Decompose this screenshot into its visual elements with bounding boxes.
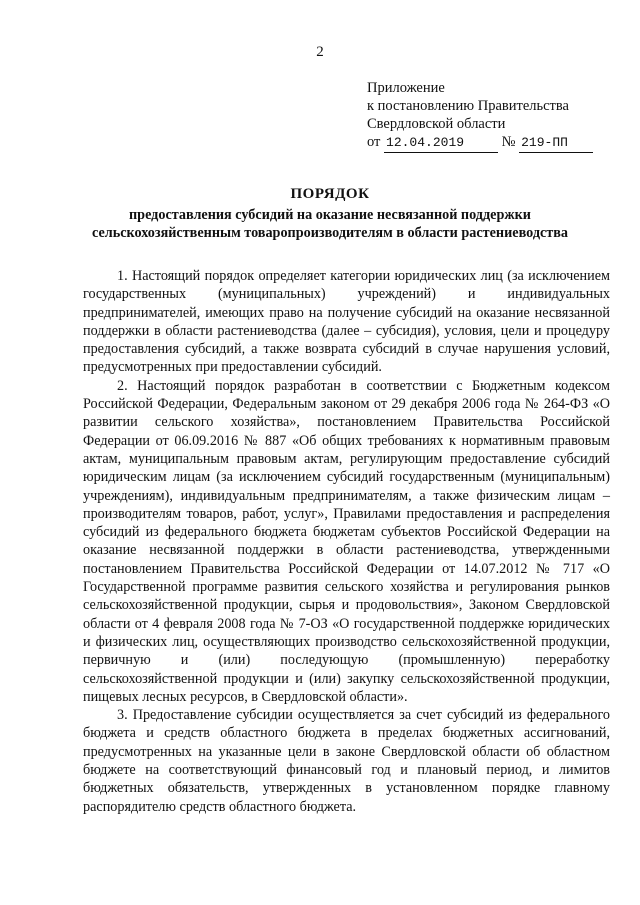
date-label: от <box>367 134 381 150</box>
document-title: ПОРЯДОК <box>290 186 370 202</box>
document-subtitle: предоставления субсидий на оказание несвязанной поддержки сельскохозяйственным товаропроизводителям в области растениеводства <box>91 207 569 241</box>
paragraph-2: 2. Настоящий порядок разработан в соответствии с Бюджетным кодексом Российской Федерации, Федеральным законом от 29 декабря 2006 года № 264-ФЗ «О развитии сельского хозяйства», постановлением Правительства Российской Федерации от 06.09.2016 № 887 «Об общих требованиях к нормативным правовым актам, муниципальным правовым актам, регулирующим предоставление субсидий юридическим лицам (за исключением субсидий государственным (муниципальным) учреждениям), индивидуальным предпринимателям, а также физическим лицам – производителям товаров, работ, услуг», Правилами предоставления и распределения субсидий из федерального бюджета бюджетам субъектов Российской Федерации на оказание несвязанной поддержки в области растениеводства, утвержденными постановлением Правительства Российской Федерации от 14.07.2012 № 717 «О Государственной программе развития сельского хозяйства и регулирования рынков сельскохозяйственной продукции, сырья и продовольствия», Законом Свердловской области от 4 февраля 2008 года № 7-ОЗ «О государственной поддержке юридических и физических лиц, осуществляющих производство сельскохозяйственной продукции, первичную и (или) последующую (промышленную) переработку сельскохозяйственной продукции и (или) закупку сельскохозяйственной продукции, пищевых лесных ресурсов, в Свердловской области». <box>83 377 610 705</box>
number-label: № <box>501 134 516 150</box>
appendix-decree-reference: к постановлению Правительства <box>367 98 569 114</box>
document-heading <box>60 185 600 242</box>
decree-date: 12.04.2019 <box>384 134 498 153</box>
paragraph-1: 1. Настоящий порядок определяет категории юридических лиц (за исключением государственных (муниципальных) учреждений) и индивидуальных предпринимателей, имеющих право на получение субсидий на оказание несвязанной поддержки в области растениеводства (далее – субсидия), условия, цели и процедуру предоставления субсидий, а также возврата субсидий в случае нарушения условий, предусмотренных при предоставлении субсидий. <box>83 268 610 376</box>
decree-number: 219-ПП <box>519 134 593 153</box>
paragraph-3: 3. Предоставление субсидии осуществляется за счет субсидий из федерального бюджета и средств областного бюджета в пределах бюджетных ассигнований, предусмотренных на указанные цели в законе Свердловской области об областном бюджете на соответствующий финансовый год и плановый период, и лимитов бюджетных обязательств, утвержденных в установленном порядке главному распорядителю средств областного бюджета. <box>83 707 610 815</box>
document-body <box>83 267 610 816</box>
appendix-block <box>367 79 593 153</box>
page-number: 2 <box>316 44 324 60</box>
appendix-date-number-line <box>367 133 593 153</box>
appendix-label: Приложение <box>367 80 445 96</box>
appendix-region: Свердловской области <box>367 116 506 132</box>
